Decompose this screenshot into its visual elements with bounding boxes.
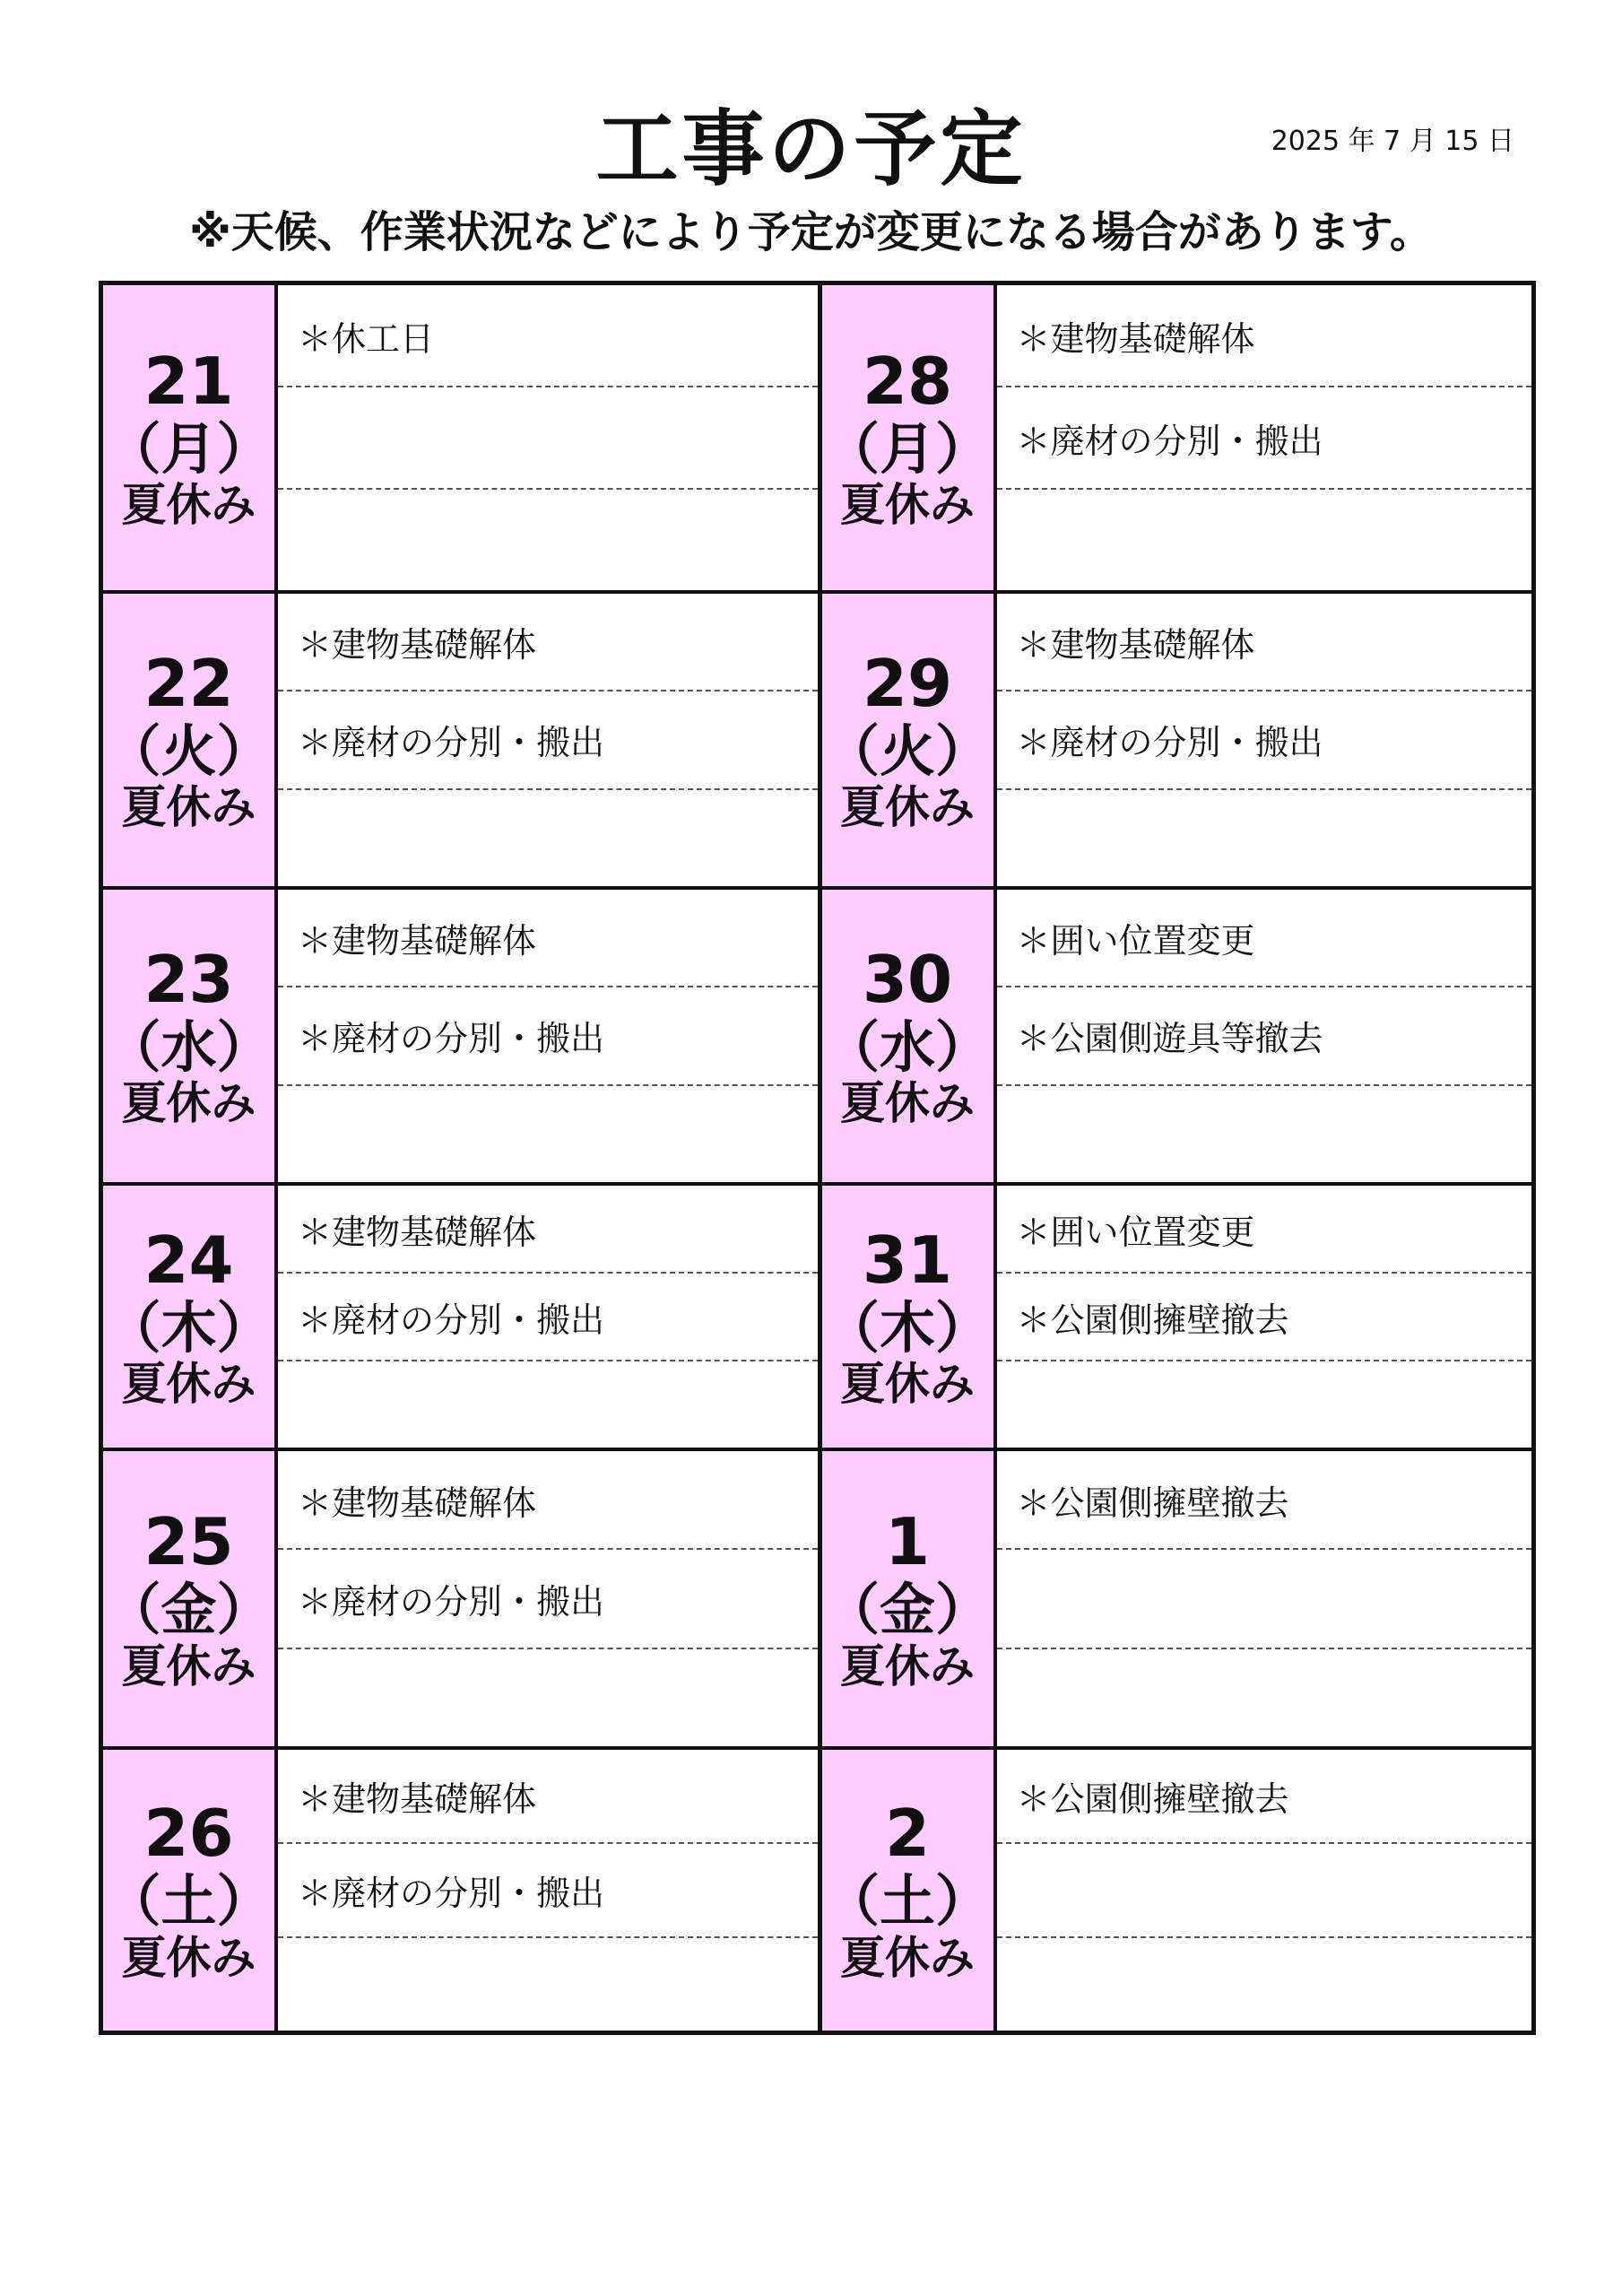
date-cell [103, 594, 278, 886]
weekday: （木） [105, 1294, 273, 1361]
task-line [997, 790, 1532, 886]
task-line: ＊廃材の分別・搬出 [278, 987, 818, 1085]
day-row [818, 1182, 1532, 1448]
holiday-label: 夏休み [121, 1639, 256, 1692]
task-line [278, 1361, 818, 1448]
day-number: 1 [884, 1504, 931, 1580]
task-list [278, 594, 818, 886]
date-cell [103, 285, 278, 590]
task-line: ＊建物基礎解体 [278, 1186, 818, 1274]
day-number: 22 [143, 645, 234, 721]
task-list [278, 1186, 818, 1448]
day-row [818, 886, 1532, 1182]
task-list [278, 1451, 818, 1746]
day-row [818, 1746, 1532, 2031]
day-row [103, 886, 818, 1182]
task-line: ＊廃材の分別・搬出 [997, 387, 1532, 490]
task-list [997, 1750, 1532, 2031]
day-row [103, 1746, 818, 2031]
date-cell [822, 890, 997, 1182]
task-line: ＊廃材の分別・搬出 [278, 1550, 818, 1648]
weekday: （土） [105, 1868, 273, 1935]
task-line [997, 1844, 1532, 1938]
date-cell [103, 1186, 278, 1448]
holiday-label: 夏休み [840, 1077, 975, 1130]
task-line [278, 1938, 818, 2031]
task-line [997, 1086, 1532, 1182]
task-line: ＊廃材の分別・搬出 [278, 691, 818, 789]
schedule-notice: ※天候、作業状況などにより予定が変更になる場合があります。 [189, 207, 1433, 257]
day-number: 31 [862, 1222, 953, 1298]
weekday: （月） [105, 415, 273, 482]
day-row [103, 285, 818, 590]
day-number: 29 [862, 645, 953, 721]
day-row [818, 1448, 1532, 1746]
task-line: ＊公園側擁壁撤去 [997, 1750, 1532, 1844]
date-cell [822, 285, 997, 590]
task-line: ＊建物基礎解体 [997, 285, 1532, 387]
schedule-table [99, 281, 1536, 2035]
task-line: ＊公園側擁壁撤去 [997, 1451, 1532, 1550]
holiday-label: 夏休み [840, 1639, 975, 1692]
task-line: ＊囲い位置変更 [997, 1186, 1532, 1274]
task-line: ＊廃材の分別・搬出 [278, 1274, 818, 1361]
task-list [278, 285, 818, 590]
holiday-label: 夏休み [121, 1931, 256, 1984]
holiday-label: 夏休み [840, 781, 975, 834]
weekday: （水） [823, 1013, 991, 1080]
day-number: 21 [143, 343, 234, 419]
task-line: ＊公園側擁壁撤去 [997, 1274, 1532, 1361]
task-line: ＊建物基礎解体 [278, 890, 818, 987]
holiday-label: 夏休み [121, 1358, 256, 1411]
day-number: 24 [143, 1222, 234, 1298]
task-line: ＊建物基礎解体 [278, 1451, 818, 1550]
date-cell [822, 1451, 997, 1746]
task-line [997, 1649, 1532, 1746]
task-line [278, 1649, 818, 1746]
task-line: ＊建物基礎解体 [278, 594, 818, 691]
task-list [997, 890, 1532, 1182]
weekday: （火） [823, 718, 991, 784]
task-line: ＊廃材の分別・搬出 [997, 691, 1532, 789]
task-list [997, 1186, 1532, 1448]
task-line [278, 490, 818, 590]
task-list [997, 285, 1532, 590]
task-list [997, 1451, 1532, 1746]
task-list [278, 890, 818, 1182]
holiday-label: 夏休み [840, 1358, 975, 1411]
day-number: 28 [862, 343, 953, 419]
page-title: 工事の予定 [595, 101, 1027, 197]
task-line [278, 387, 818, 490]
task-line [997, 490, 1532, 590]
task-line: ＊公園側遊具等撤去 [997, 987, 1532, 1085]
task-list [278, 1750, 818, 2031]
date-cell [822, 1750, 997, 2031]
weekday: （木） [823, 1294, 991, 1361]
weekday: （土） [823, 1868, 991, 1935]
weekday: （火） [105, 718, 273, 784]
task-line: ＊囲い位置変更 [997, 890, 1532, 987]
task-list [997, 594, 1532, 886]
day-row [818, 285, 1532, 590]
weekday: （水） [105, 1013, 273, 1080]
day-number: 2 [884, 1796, 931, 1872]
task-line [997, 1361, 1532, 1448]
holiday-label: 夏休み [121, 1077, 256, 1130]
holiday-label: 夏休み [840, 479, 975, 532]
task-line [278, 1086, 818, 1182]
day-number: 26 [143, 1796, 234, 1872]
day-row [103, 590, 818, 886]
day-row [818, 590, 1532, 886]
day-row [103, 1448, 818, 1746]
weekday: （金） [823, 1577, 991, 1643]
weekday: （金） [105, 1577, 273, 1643]
task-line: ＊休工日 [278, 285, 818, 387]
day-number: 25 [143, 1504, 234, 1580]
issue-date: 2025 年 7 月 15 日 [1271, 126, 1514, 157]
holiday-label: 夏休み [121, 781, 256, 834]
task-line: ＊廃材の分別・搬出 [278, 1844, 818, 1938]
day-row [103, 1182, 818, 1448]
task-line [278, 790, 818, 886]
holiday-label: 夏休み [840, 1931, 975, 1984]
day-number: 30 [862, 941, 953, 1017]
task-line: ＊建物基礎解体 [278, 1750, 818, 1844]
task-line [997, 1938, 1532, 2031]
task-line: ＊建物基礎解体 [997, 594, 1532, 691]
date-cell [822, 594, 997, 886]
date-cell [822, 1186, 997, 1448]
date-cell [103, 1750, 278, 2031]
weekday: （月） [823, 415, 991, 482]
date-cell [103, 890, 278, 1182]
day-number: 23 [143, 941, 234, 1017]
date-cell [103, 1451, 278, 1746]
holiday-label: 夏休み [121, 479, 256, 532]
task-line [997, 1550, 1532, 1648]
